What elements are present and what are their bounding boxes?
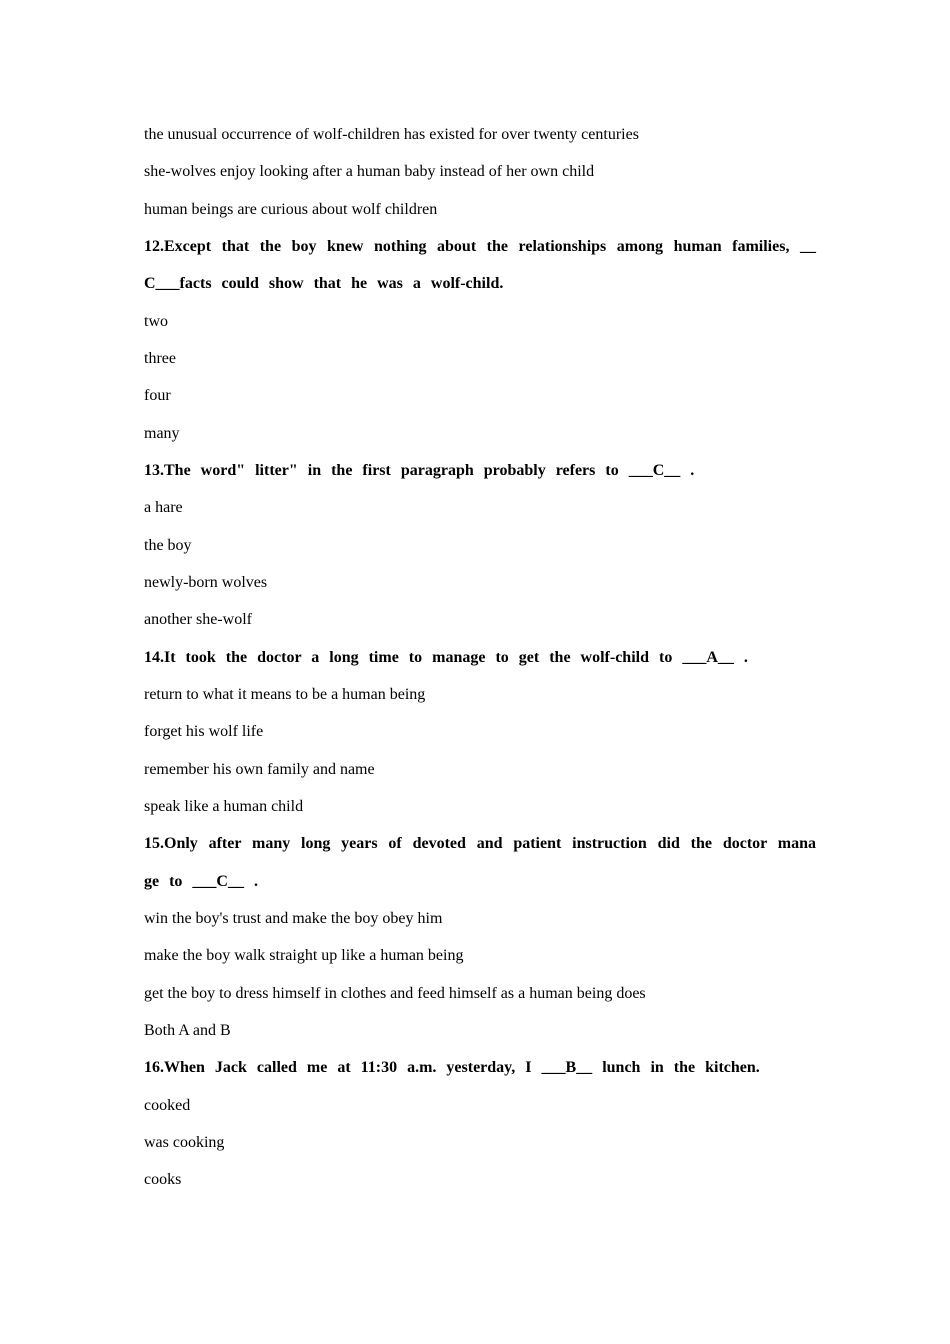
option-text: a hare (144, 499, 183, 516)
option-text: three (144, 350, 176, 367)
question-15-continued: ge to ___C__ . (144, 873, 258, 890)
option-text: newly-born wolves (144, 574, 268, 591)
option-text: two (144, 313, 168, 330)
question-12-continued: C___facts could show that he was a wolf-child. (144, 275, 504, 292)
option-text: forget his wolf life (144, 723, 264, 740)
option-text: the boy (144, 537, 192, 554)
option-text: human beings are curious about wolf children (144, 201, 438, 218)
question-12: 12.Except that the boy knew nothing about the relationships among human families, __ (144, 238, 816, 255)
question-13: 13.The word" litter" in the first paragraph probably refers to ___C__ . (144, 462, 695, 479)
question-16: 16.When Jack called me at 11:30 a.m. yesterday, I ___B__ lunch in the kitchen. (144, 1059, 760, 1076)
option-text: get the boy to dress himself in clothes and feed himself as a human being does (144, 985, 646, 1002)
option-text: make the boy walk straight up like a human being (144, 947, 464, 964)
option-text: return to what it means to be a human being (144, 686, 426, 703)
option-text: the unusual occurrence of wolf-children has existed for over twenty centuries (144, 126, 639, 143)
option-text: remember his own family and name (144, 761, 375, 778)
option-text: she-wolves enjoy looking after a human baby instead of her own child (144, 163, 595, 180)
option-text: Both A and B (144, 1022, 231, 1039)
question-15: 15.Only after many long years of devoted and patient instruction did the doctor mana (144, 835, 816, 852)
option-text: was cooking (144, 1134, 225, 1151)
option-text: another she-wolf (144, 611, 252, 628)
option-text: win the boy's trust and make the boy obey him (144, 910, 443, 927)
option-text: speak like a human child (144, 798, 304, 815)
option-text: cooks (144, 1171, 182, 1188)
question-14: 14.It took the doctor a long time to manage to get the wolf-child to ___A__ . (144, 649, 748, 666)
option-text: four (144, 387, 171, 404)
option-text: many (144, 425, 180, 442)
option-text: cooked (144, 1097, 191, 1114)
